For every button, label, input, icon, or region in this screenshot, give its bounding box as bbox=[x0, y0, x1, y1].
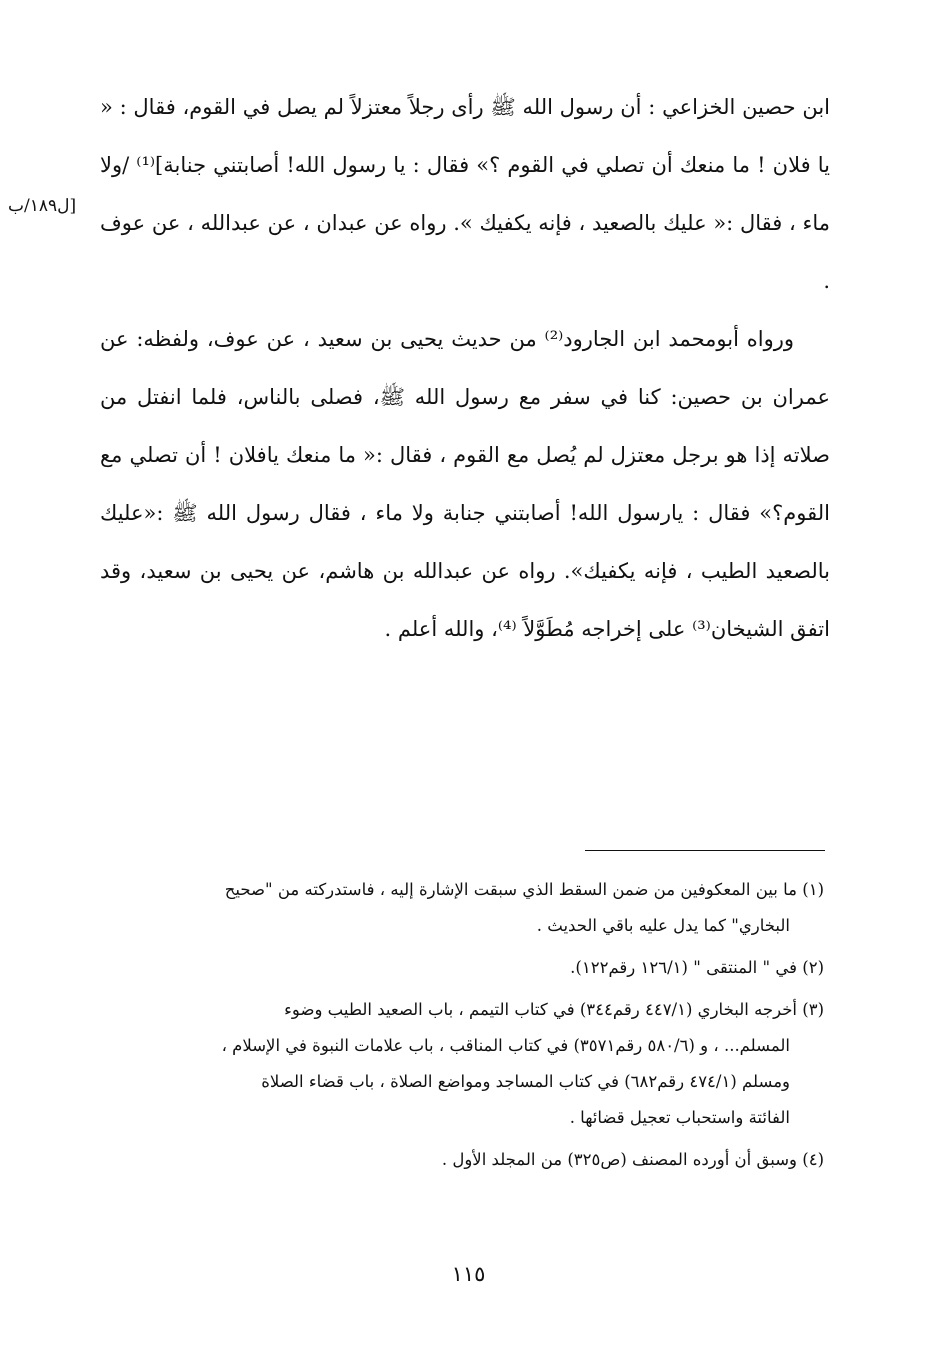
footnote-3: (٣) أخرجه البخاري (٤٤٧/١ رقم٣٤٤) في كتاب التيمم ، باب الصعيد الطيب وضوء bbox=[284, 1000, 824, 1019]
footnote-4: (٤) وسبق أن أورده المصنف (ص٣٢٥) من المجلد الأول . bbox=[441, 1150, 824, 1169]
footnote-3-continued-1: المسلم... ، و (٥٨٠/٦ رقم٣٥٧١) في كتاب المناقب ، باب علامات النبوة في الإسلام ، bbox=[221, 1036, 790, 1055]
page-number: ١١٥ bbox=[451, 1262, 486, 1286]
paragraph-1: ابن حصين الخزاعي : أن رسول الله ﷺ رأى رجلاً معتزلاً لم يصل في القوم، فقال : « يا فلان ! ما منعك أن تصلي في القوم ؟» فقال : يا رسول الله! أصابتني جنابة]⁽¹⁾ /ولا ماء ، فقال :« عليك بالصعيد ، فإنه يكفيك ». رواه عن عبدان ، عن عبدالله ، عن عوف . bbox=[100, 95, 831, 293]
footnote-3-continued-2: ومسلم (٤٧٤/١ رقم٦٨٢) في كتاب المساجد ومواضع الصلاة ، باب قضاء الصلاة bbox=[261, 1072, 790, 1091]
paragraph-2: ورواه أبومحمد ابن الجارود⁽²⁾ من حديث يحيى بن سعيد ، عن عوف، ولفظه: عن عمران بن حصين: كنا في سفر مع رسول الله ﷺ، فصلى بالناس، فلما انفتل من صلاته إذا هو برجل معتزل لم يُصل مع القوم ، فقال :« ما منعك يافلان ! أن تصلي مع القوم؟» فقال : يارسول الله! أصابتني جنابة ولا ماء ، فقال رسول الله ﷺ :«عليك بالصعيد الطيب ، فإنه يكفيك». رواه عن عبدالله بن هاشم، عن يحيى بن سعيد، وقد اتفق الشيخان⁽³⁾ على إخراجه مُطَوَّلاً ⁽⁴⁾، والله أعلم . bbox=[100, 327, 830, 641]
footnotes bbox=[108, 872, 824, 1178]
footnote-1: (١) ما بين المعكوفين من ضمن السقط الذي سبقت الإشارة إليه ، فاستدركته من "صحيح bbox=[224, 880, 824, 899]
footnote-separator bbox=[585, 850, 825, 851]
footnote-2: (٢) في " المنتقى " (١٢٦/١ رقم١٢٢). bbox=[570, 958, 824, 977]
footnote-1-continued: البخاري" كما يدل عليه باقي الحديث . bbox=[536, 916, 790, 935]
footnote-3-continued-3: الفائتة واستحباب تعجيل قضائها . bbox=[569, 1108, 790, 1127]
main-text bbox=[100, 78, 830, 658]
manuscript-folio-note: [ل١٨٩/ب bbox=[8, 196, 77, 216]
